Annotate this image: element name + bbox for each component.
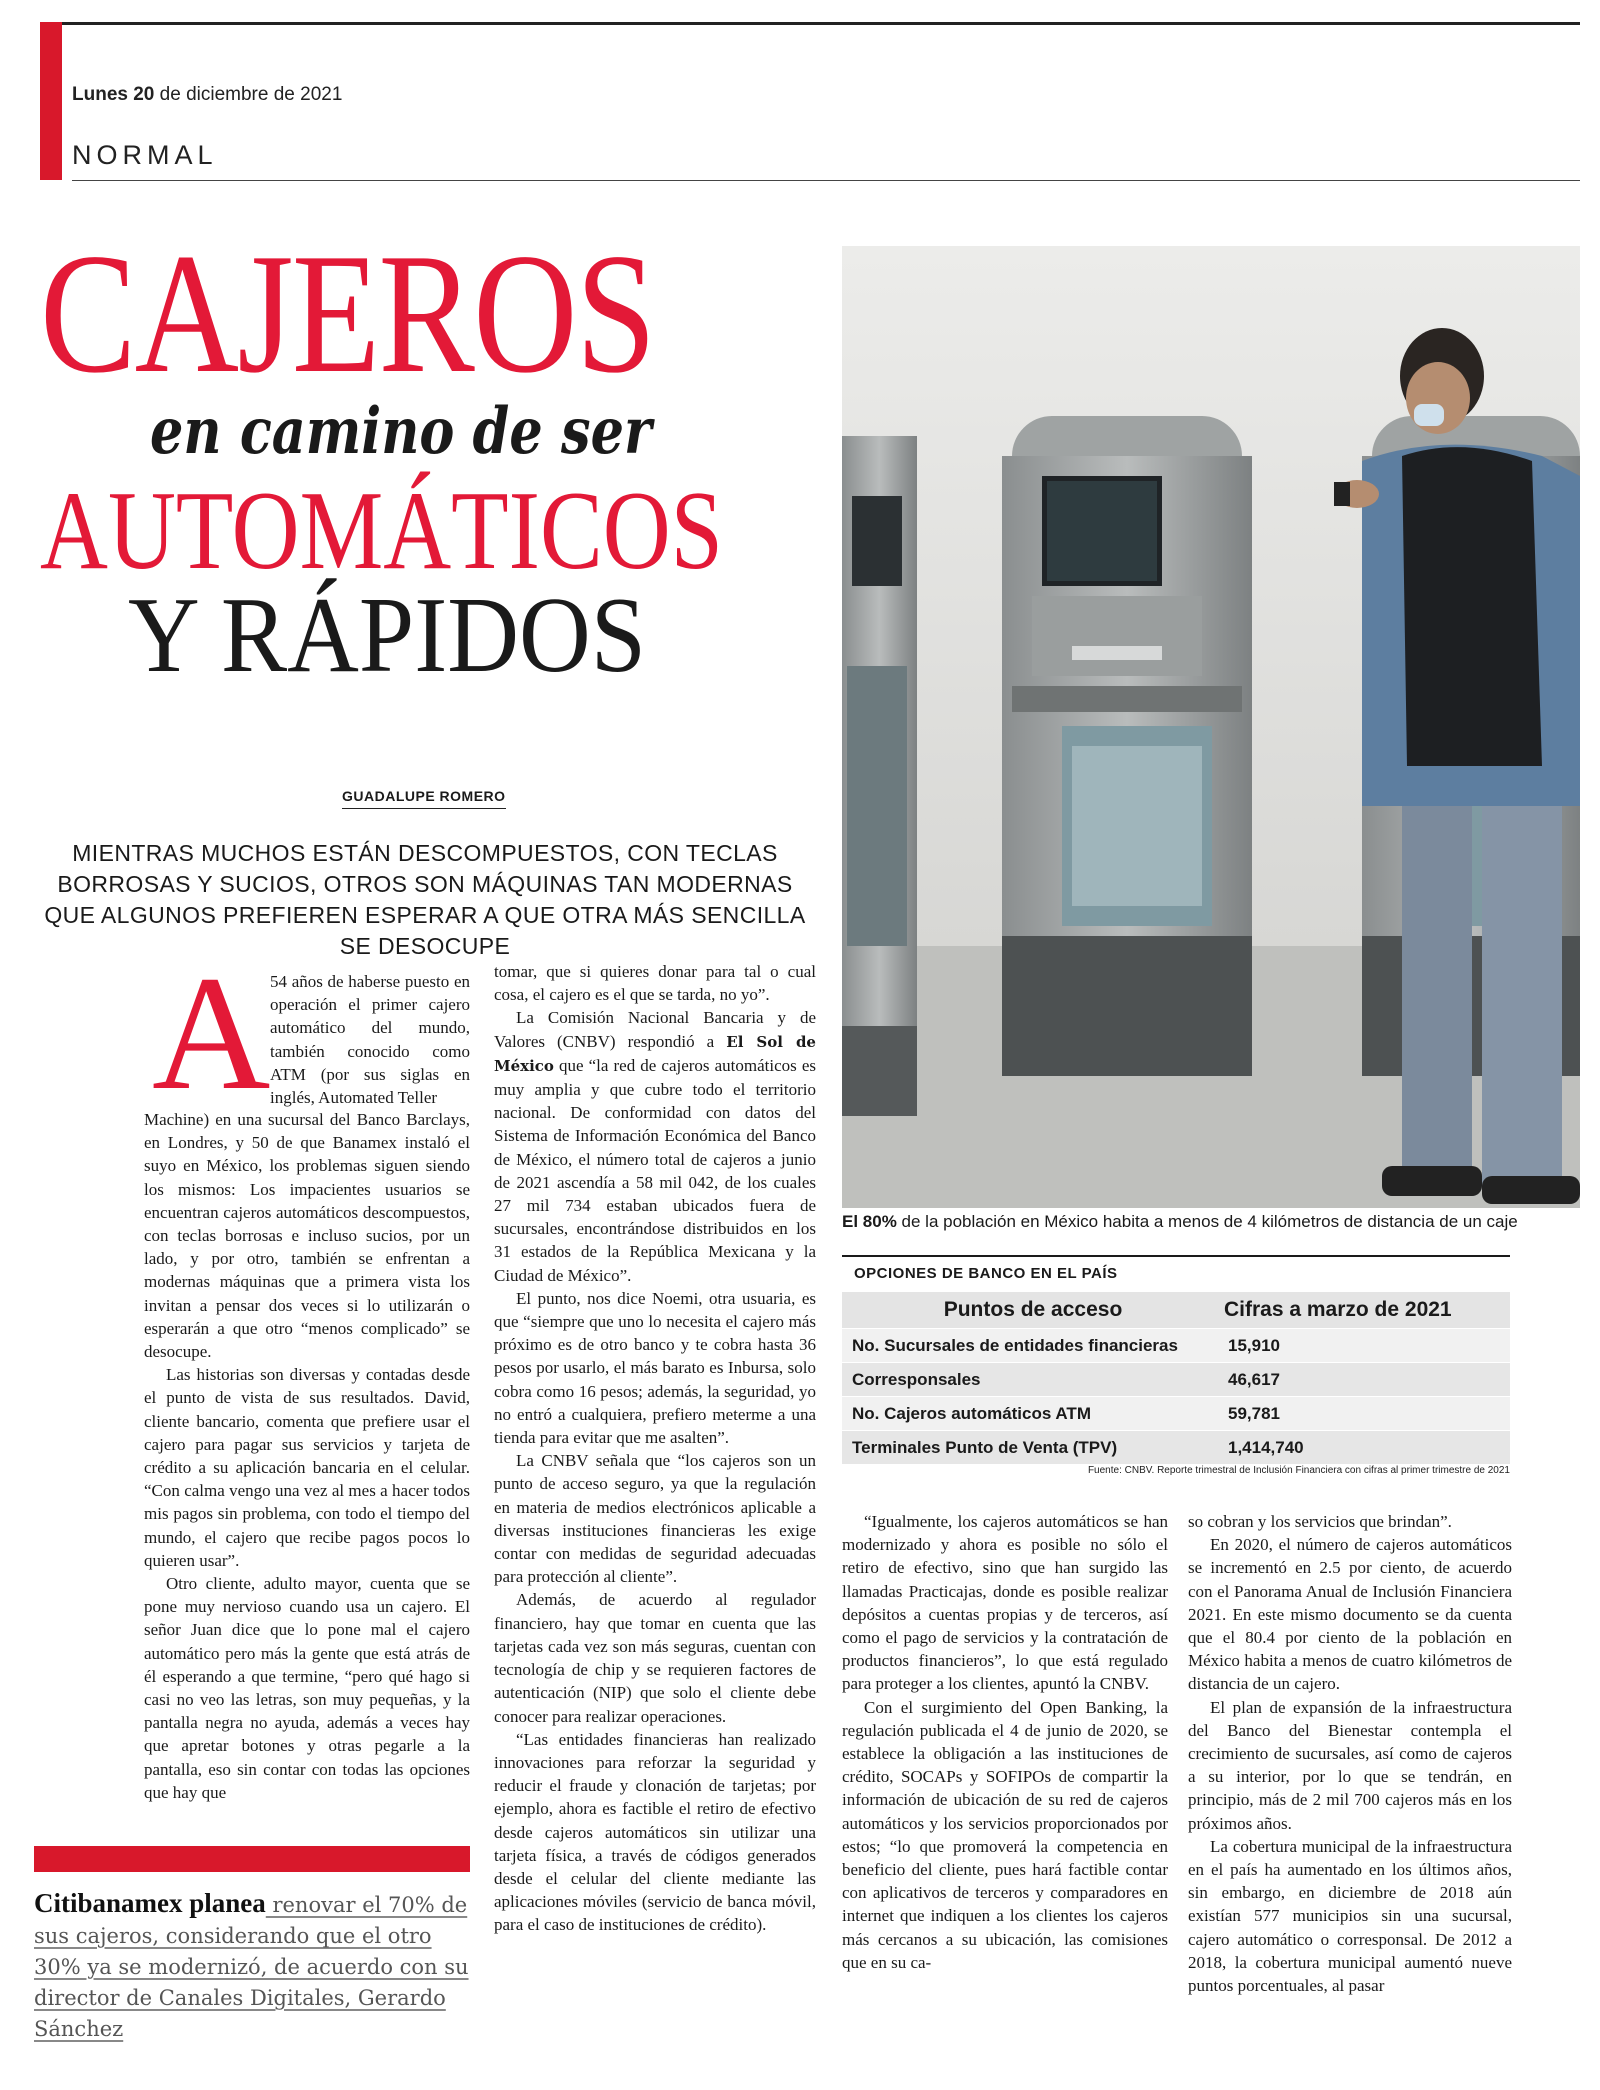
article-column-3 bbox=[842, 1510, 1168, 1974]
pullquote-text: renovar el 70% de sus cajeros, considerando que el otro 30% ya se modernizó, de acuerdo con su director de Canales Digitales, Gerardo Sánchez bbox=[34, 1893, 469, 2041]
article-column-4 bbox=[1188, 1510, 1512, 1997]
photo-caption: El 80% de la población en México habita a menos de 4 kilómetros de distancia de un caje bbox=[842, 1212, 1518, 1231]
article-column-1 bbox=[144, 1108, 470, 1804]
atm-illustration bbox=[842, 246, 1580, 1208]
table-top-rule bbox=[842, 1255, 1510, 1257]
atm-photo bbox=[842, 246, 1580, 1208]
table-cell-value: 46,617 bbox=[1224, 1363, 1510, 1397]
table-source: Fuente: CNBV. Reporte trimestral de Inclusión Financiera con cifras al primer trimestre de 2021 bbox=[1087, 1465, 1510, 1476]
section-label: NORMAL bbox=[72, 140, 218, 170]
article-column-2 bbox=[494, 960, 816, 1937]
paragraph: 54 años de haberse puesto en operación el primer cajero automático del mundo, también conocido como ATM (por sus siglas en inglés, Automated Teller bbox=[270, 972, 470, 1108]
paragraph: Otro cliente, adulto mayor, cuenta que se pone muy nervioso cuando usa un cajero. El señor Juan dice que lo pone mal el cajero automático pero más la gente que está atrás de él esperando a que termine, “pero qué hago si casi no veo las letras, son muy pequeñas, y la pantalla negra no ayuda, además a veces hay que apretar botones y otras pegarle a la pantalla, eso sin contar con todas las opciones que hay que bbox=[144, 1574, 470, 1802]
top-rule bbox=[40, 22, 1580, 25]
table-cell-label: No. Cajeros automáticos ATM bbox=[842, 1397, 1224, 1431]
table-row bbox=[842, 1397, 1510, 1431]
byline: GUADALUPE ROMERO bbox=[342, 788, 506, 809]
section-rule bbox=[72, 180, 1580, 181]
pullquote-red-bar bbox=[34, 1846, 470, 1872]
table-cell-value: 59,781 bbox=[1224, 1397, 1510, 1431]
paragraph: La Comisión Nacional Bancaria y de Valores (CNBV) respondió a El Sol de México que “la red de cajeros automáticos es muy amplia y que cubre todo el territorio nacional. De conformidad con datos del Sistema de Información Económica del Banco de México, el número total de cajeros a junio de 2021 ascendía a 58 mil 042, de los cuales 27 mil 734 estaban ubicados fuera de sucursales, encontrándose distribuidos en los 31 estados de la República Mexicana y la Ciudad de México”. bbox=[494, 1008, 816, 1285]
article-intro-wrap bbox=[270, 970, 470, 1109]
table-row bbox=[842, 1363, 1510, 1397]
paragraph: so cobran y los servicios que brindan”. bbox=[1188, 1512, 1452, 1531]
paragraph: Además, de acuerdo al regulador financiero, hay que tomar en cuenta que las tarjetas cada vez son más seguras, cuentan con tecnología de chip y se requieren factores de autenticación (NIP) que solo el cliente debe conocer para realizar operaciones. bbox=[494, 1590, 816, 1726]
paragraph: El punto, nos dice Noemi, otra usuaria, es que “siempre que uno lo necesita el cajero más próximo es de otro banco y te cobra hasta 36 pesos por usarlo, el más barato es Inbursa, solo cobra como 16 pesos; además, la seguridad, yo no entró a cualquiera, prefiero meterme a una tienda para evitar que me asalten”. bbox=[494, 1288, 816, 1448]
paragraph: Machine) en una sucursal del Banco Barclays, en Londres, y 50 de que Banamex instaló el suyo en México, los problemas siguen siendo los mismos: Los impacientes usuarios se encuentran cajeros automáticos descompuestos, con teclas borrosas e incluso sucios, por un lado, y por otro, también se enfrentan a modernas máquinas que a primera vista los invitan a pensar dos veces si lo utilizarán o esperarán a que otro “menos complicado” se desocupe. bbox=[144, 1110, 470, 1362]
issue-date: Lunes 20 de diciembre de 2021 bbox=[72, 84, 343, 105]
paragraph: Las historias son diversas y contadas desde el punto de vista de sus resultados. David, cliente bancario, comenta que prefiere usar el cajero para pagar sus servicios y tarjeta de crédito a su aplicación bancaria en el celular. “Con calma vengo una vez al mes a hacer todos mis pagos sin problema, con todo el tiempo del mundo, el cajero que recibe pagos pocos lo quieren usar”. bbox=[144, 1365, 470, 1570]
table-title: OPCIONES DE BANCO EN EL PAÍS bbox=[854, 1265, 1118, 1282]
table-cell-label: Corresponsales bbox=[842, 1363, 1224, 1397]
headline-line-2: en camino de ser bbox=[150, 394, 652, 469]
drop-cap: A bbox=[152, 943, 271, 1124]
table-cell-value: 1,414,740 bbox=[1224, 1431, 1510, 1465]
table-header-row bbox=[842, 1292, 1510, 1329]
paragraph: En 2020, el número de cajeros automáticos se incrementó en 2.5 por ciento, de acuerdo con el Panorama Anual de Inclusión Financiera 2021. En este mismo documento se da cuenta que el 80.4 por ciento de la población en México habita a menos de cuatro kilómetros de distancia de un cajero. bbox=[1188, 1535, 1512, 1694]
column-header: Cifras a marzo de 2021 bbox=[1224, 1292, 1510, 1329]
table-cell-label: No. Sucursales de entidades financieras bbox=[842, 1329, 1224, 1363]
paragraph: “Las entidades financieras han realizado innovaciones para reforzar la seguridad y reducir el fraude y clonación de tarjetas; por ejemplo, ahora es factible el retiro de efectivo desde cajeros automáticos sin utilizar una tarjeta física, a través de códigos generados desde el celular del cliente mediante las aplicaciones móviles (servicio de banca móvil, para el caso de instituciones de crédito). bbox=[494, 1729, 816, 1935]
table-cell-label: Terminales Punto de Venta (TPV) bbox=[842, 1431, 1224, 1465]
bank-access-table bbox=[842, 1292, 1510, 1464]
section-color-bar bbox=[40, 22, 62, 180]
table-row bbox=[842, 1431, 1510, 1465]
deck: MIENTRAS MUCHOS ESTÁN DESCOMPUESTOS, CON TECLAS BORROSAS Y SUCIOS, OTROS SON MÁQUINAS TAN MODERNAS QUE ALGUNOS PREFIEREN ESPERAR A QUE OTRA MÁS SENCILLA SE DESOCUPE bbox=[44, 840, 806, 959]
headline-line-3: AUTOMÁTICOS bbox=[40, 469, 723, 593]
table-cell-value: 15,910 bbox=[1224, 1329, 1510, 1363]
paragraph: El plan de expansión de la infraestructura del Banco del Bienestar contempla el crecimiento de sucursales, así como de cajeros a su interior, por lo que se tendrán, en principio, más de 2 mil 700 cajeros más en los próximos años. bbox=[1188, 1697, 1512, 1833]
newspaper-name: El Sol de México bbox=[494, 1032, 816, 1075]
paragraph: “Igualmente, los cajeros automáticos se han modernizado y ahora es posible no sólo el retiro de efectivo, sino que han surgido las llamadas Practicajas, donde es posible realizar depósitos a cuentas propias y de terceros, así como el pago de servicios y la contratación de productos financieros”, lo que está regulado para proteger a los clientes, apuntó la CNBV. bbox=[842, 1512, 1168, 1694]
pullquote bbox=[34, 1888, 470, 2045]
paragraph: Con el surgimiento del Open Banking, la regulación publicada el 4 de junio de 2020, se establece la obligación a las instituciones de crédito, SOCAPs y SOFIPOs de compartir la información de ubicación de su red de cajeros automáticos y los servicios proporcionados por estos; “lo que promoverá la competencia en beneficio del cliente, pues hará factible contar con aplicativos de terceros y comparadores en internet que indiquen a los clientes los cajeros más cercanos a su ubicación, las comisiones que en su ca- bbox=[842, 1697, 1168, 1972]
table-row bbox=[842, 1329, 1510, 1363]
column-header: Puntos de acceso bbox=[842, 1292, 1224, 1329]
paragraph: tomar, que si quieres donar para tal o cual cosa, el cajero es el que se tarda, no yo”. bbox=[494, 962, 816, 1005]
headline-line-1: CAJEROS bbox=[40, 219, 655, 409]
headline-line-4: Y RÁPIDOS bbox=[128, 576, 647, 695]
paragraph: La cobertura municipal de la infraestructura en el país ha aumentado en los últimos años, sin embargo, en diciembre de 2018 aún existían 577 municipios sin una sucursal, cajero automático o corresponsal. De 2012 a 2018, la cobertura municipal aumentó nueve puntos porcentuales, al pasar bbox=[1188, 1836, 1512, 1996]
paragraph: La CNBV señala que “los cajeros son un punto de acceso seguro, ya que la regulación en materia de medios electrónicos aplicable a diversas instituciones financieras les exige contar con medidas de seguridad adecuadas para protección al cliente”. bbox=[494, 1451, 816, 1587]
pullquote-lead: Citibanamex planea bbox=[34, 1888, 266, 1918]
